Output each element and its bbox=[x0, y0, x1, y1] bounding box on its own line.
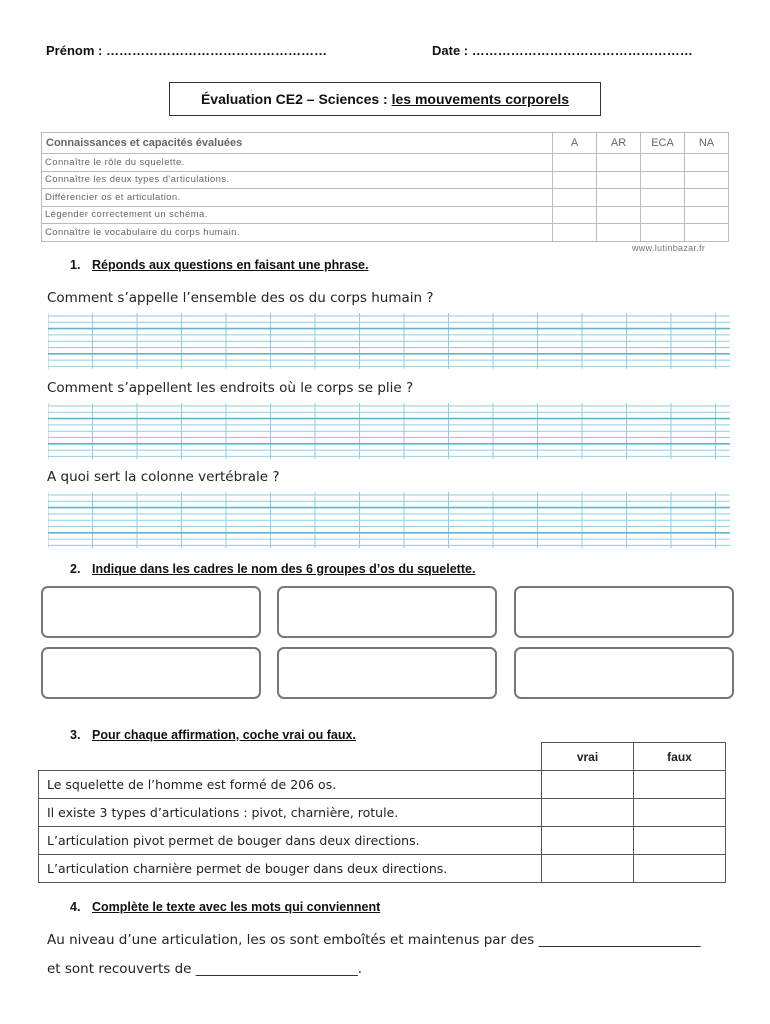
skill-cell[interactable] bbox=[685, 154, 729, 172]
col-vrai: vrai bbox=[542, 743, 634, 771]
question-2: Comment s’appellent les endroits où le corps se plie ? bbox=[47, 380, 414, 396]
col-faux: faux bbox=[634, 743, 726, 771]
page-title bbox=[169, 82, 601, 116]
skills-row bbox=[42, 224, 729, 242]
bone-group-box-6[interactable] bbox=[514, 647, 734, 699]
skills-col-a: A bbox=[553, 133, 597, 154]
bone-group-box-2[interactable] bbox=[277, 586, 497, 638]
skill-cell[interactable] bbox=[641, 206, 685, 224]
vrai-checkbox[interactable] bbox=[542, 771, 634, 799]
skill-cell[interactable] bbox=[685, 171, 729, 189]
prenom-field[interactable]: Prénom : …………………………………………… bbox=[46, 43, 327, 58]
vrai-checkbox[interactable] bbox=[542, 799, 634, 827]
section4-title: Complète le texte avec les mots qui conviennent bbox=[92, 900, 381, 914]
skill-cell[interactable] bbox=[641, 224, 685, 242]
statement: L’articulation pivot permet de bouger dans deux directions. bbox=[39, 827, 542, 855]
skills-col-na: NA bbox=[685, 133, 729, 154]
section2-heading bbox=[70, 562, 475, 576]
section4-number: 4. bbox=[70, 900, 81, 914]
bone-group-box-1[interactable] bbox=[41, 586, 261, 638]
table-row bbox=[39, 855, 726, 883]
statement: Le squelette de l’homme est formé de 206 os. bbox=[39, 771, 542, 799]
vrai-checkbox[interactable] bbox=[542, 855, 634, 883]
bone-group-box-3[interactable] bbox=[514, 586, 734, 638]
statement: Il existe 3 types d’articulations : pivot, charnière, rotule. bbox=[39, 799, 542, 827]
section1-title: Réponds aux questions en faisant une phrase. bbox=[92, 258, 369, 272]
true-false-table bbox=[38, 742, 726, 883]
skills-col-ar: AR bbox=[597, 133, 641, 154]
skill-cell[interactable] bbox=[685, 189, 729, 207]
skill-cell[interactable] bbox=[553, 171, 597, 189]
statement: L’articulation charnière permet de bouger dans deux directions. bbox=[39, 855, 542, 883]
faux-checkbox[interactable] bbox=[634, 799, 726, 827]
skill-label: Connaître le rôle du squelette. bbox=[42, 154, 553, 172]
skill-cell[interactable] bbox=[641, 171, 685, 189]
answer-lines-3[interactable] bbox=[48, 492, 730, 548]
answer-lines-1[interactable] bbox=[48, 313, 730, 369]
skill-label: Connaître les deux types d'articulations. bbox=[42, 171, 553, 189]
table-corner bbox=[39, 743, 542, 771]
skill-cell[interactable] bbox=[641, 189, 685, 207]
skill-cell[interactable] bbox=[597, 171, 641, 189]
skills-row bbox=[42, 154, 729, 172]
section1-heading bbox=[70, 258, 368, 272]
title-subject: les mouvements corporels bbox=[391, 91, 570, 107]
skill-label: Différencier os et articulation. bbox=[42, 189, 553, 207]
skill-cell[interactable] bbox=[597, 224, 641, 242]
fill-in-line-1[interactable]: Au niveau d’une articulation, les os sont emboîtés et maintenus par des ________________________ bbox=[47, 932, 701, 948]
answer-lines-2[interactable] bbox=[48, 403, 730, 459]
skills-header: Connaissances et capacités évaluées bbox=[42, 133, 553, 154]
title-prefix: Évaluation CE2 – Sciences : bbox=[200, 91, 388, 107]
question-1: Comment s’appelle l’ensemble des os du corps humain ? bbox=[47, 290, 434, 306]
skills-col-eca: ECA bbox=[641, 133, 685, 154]
table-row bbox=[39, 799, 726, 827]
table-row bbox=[39, 771, 726, 799]
skill-cell[interactable] bbox=[597, 154, 641, 172]
section2-number: 2. bbox=[70, 562, 81, 576]
skill-cell[interactable] bbox=[553, 154, 597, 172]
faux-checkbox[interactable] bbox=[634, 771, 726, 799]
skill-label: Connaître le vocabulaire du corps humain. bbox=[42, 224, 553, 242]
skills-row bbox=[42, 206, 729, 224]
skill-cell[interactable] bbox=[685, 224, 729, 242]
skills-row bbox=[42, 171, 729, 189]
skill-label: Légender correctement un schéma. bbox=[42, 206, 553, 224]
faux-checkbox[interactable] bbox=[634, 855, 726, 883]
section3-number: 3. bbox=[70, 728, 81, 742]
fill-in-line-2[interactable]: et sont recouverts de ________________________. bbox=[47, 961, 363, 977]
skill-cell[interactable] bbox=[553, 224, 597, 242]
skills-table bbox=[41, 132, 729, 242]
bone-group-box-5[interactable] bbox=[277, 647, 497, 699]
skill-cell[interactable] bbox=[553, 189, 597, 207]
section3-heading bbox=[70, 728, 356, 742]
skill-cell[interactable] bbox=[553, 206, 597, 224]
credit-text: www.lutinbazar.fr bbox=[632, 243, 706, 253]
section1-number: 1. bbox=[70, 258, 81, 272]
skills-row bbox=[42, 189, 729, 207]
section3-title: Pour chaque affirmation, coche vrai ou faux. bbox=[92, 728, 356, 742]
date-field[interactable]: Date : …………………………………………… bbox=[432, 43, 693, 58]
faux-checkbox[interactable] bbox=[634, 827, 726, 855]
section2-title: Indique dans les cadres le nom des 6 groupes d’os du squelette. bbox=[92, 562, 476, 576]
section4-heading bbox=[70, 900, 380, 914]
skill-cell[interactable] bbox=[685, 206, 729, 224]
bone-group-box-4[interactable] bbox=[41, 647, 261, 699]
skill-cell[interactable] bbox=[641, 154, 685, 172]
vrai-checkbox[interactable] bbox=[542, 827, 634, 855]
question-3: A quoi sert la colonne vertébrale ? bbox=[47, 469, 280, 485]
skill-cell[interactable] bbox=[597, 189, 641, 207]
skill-cell[interactable] bbox=[597, 206, 641, 224]
table-row bbox=[39, 827, 726, 855]
